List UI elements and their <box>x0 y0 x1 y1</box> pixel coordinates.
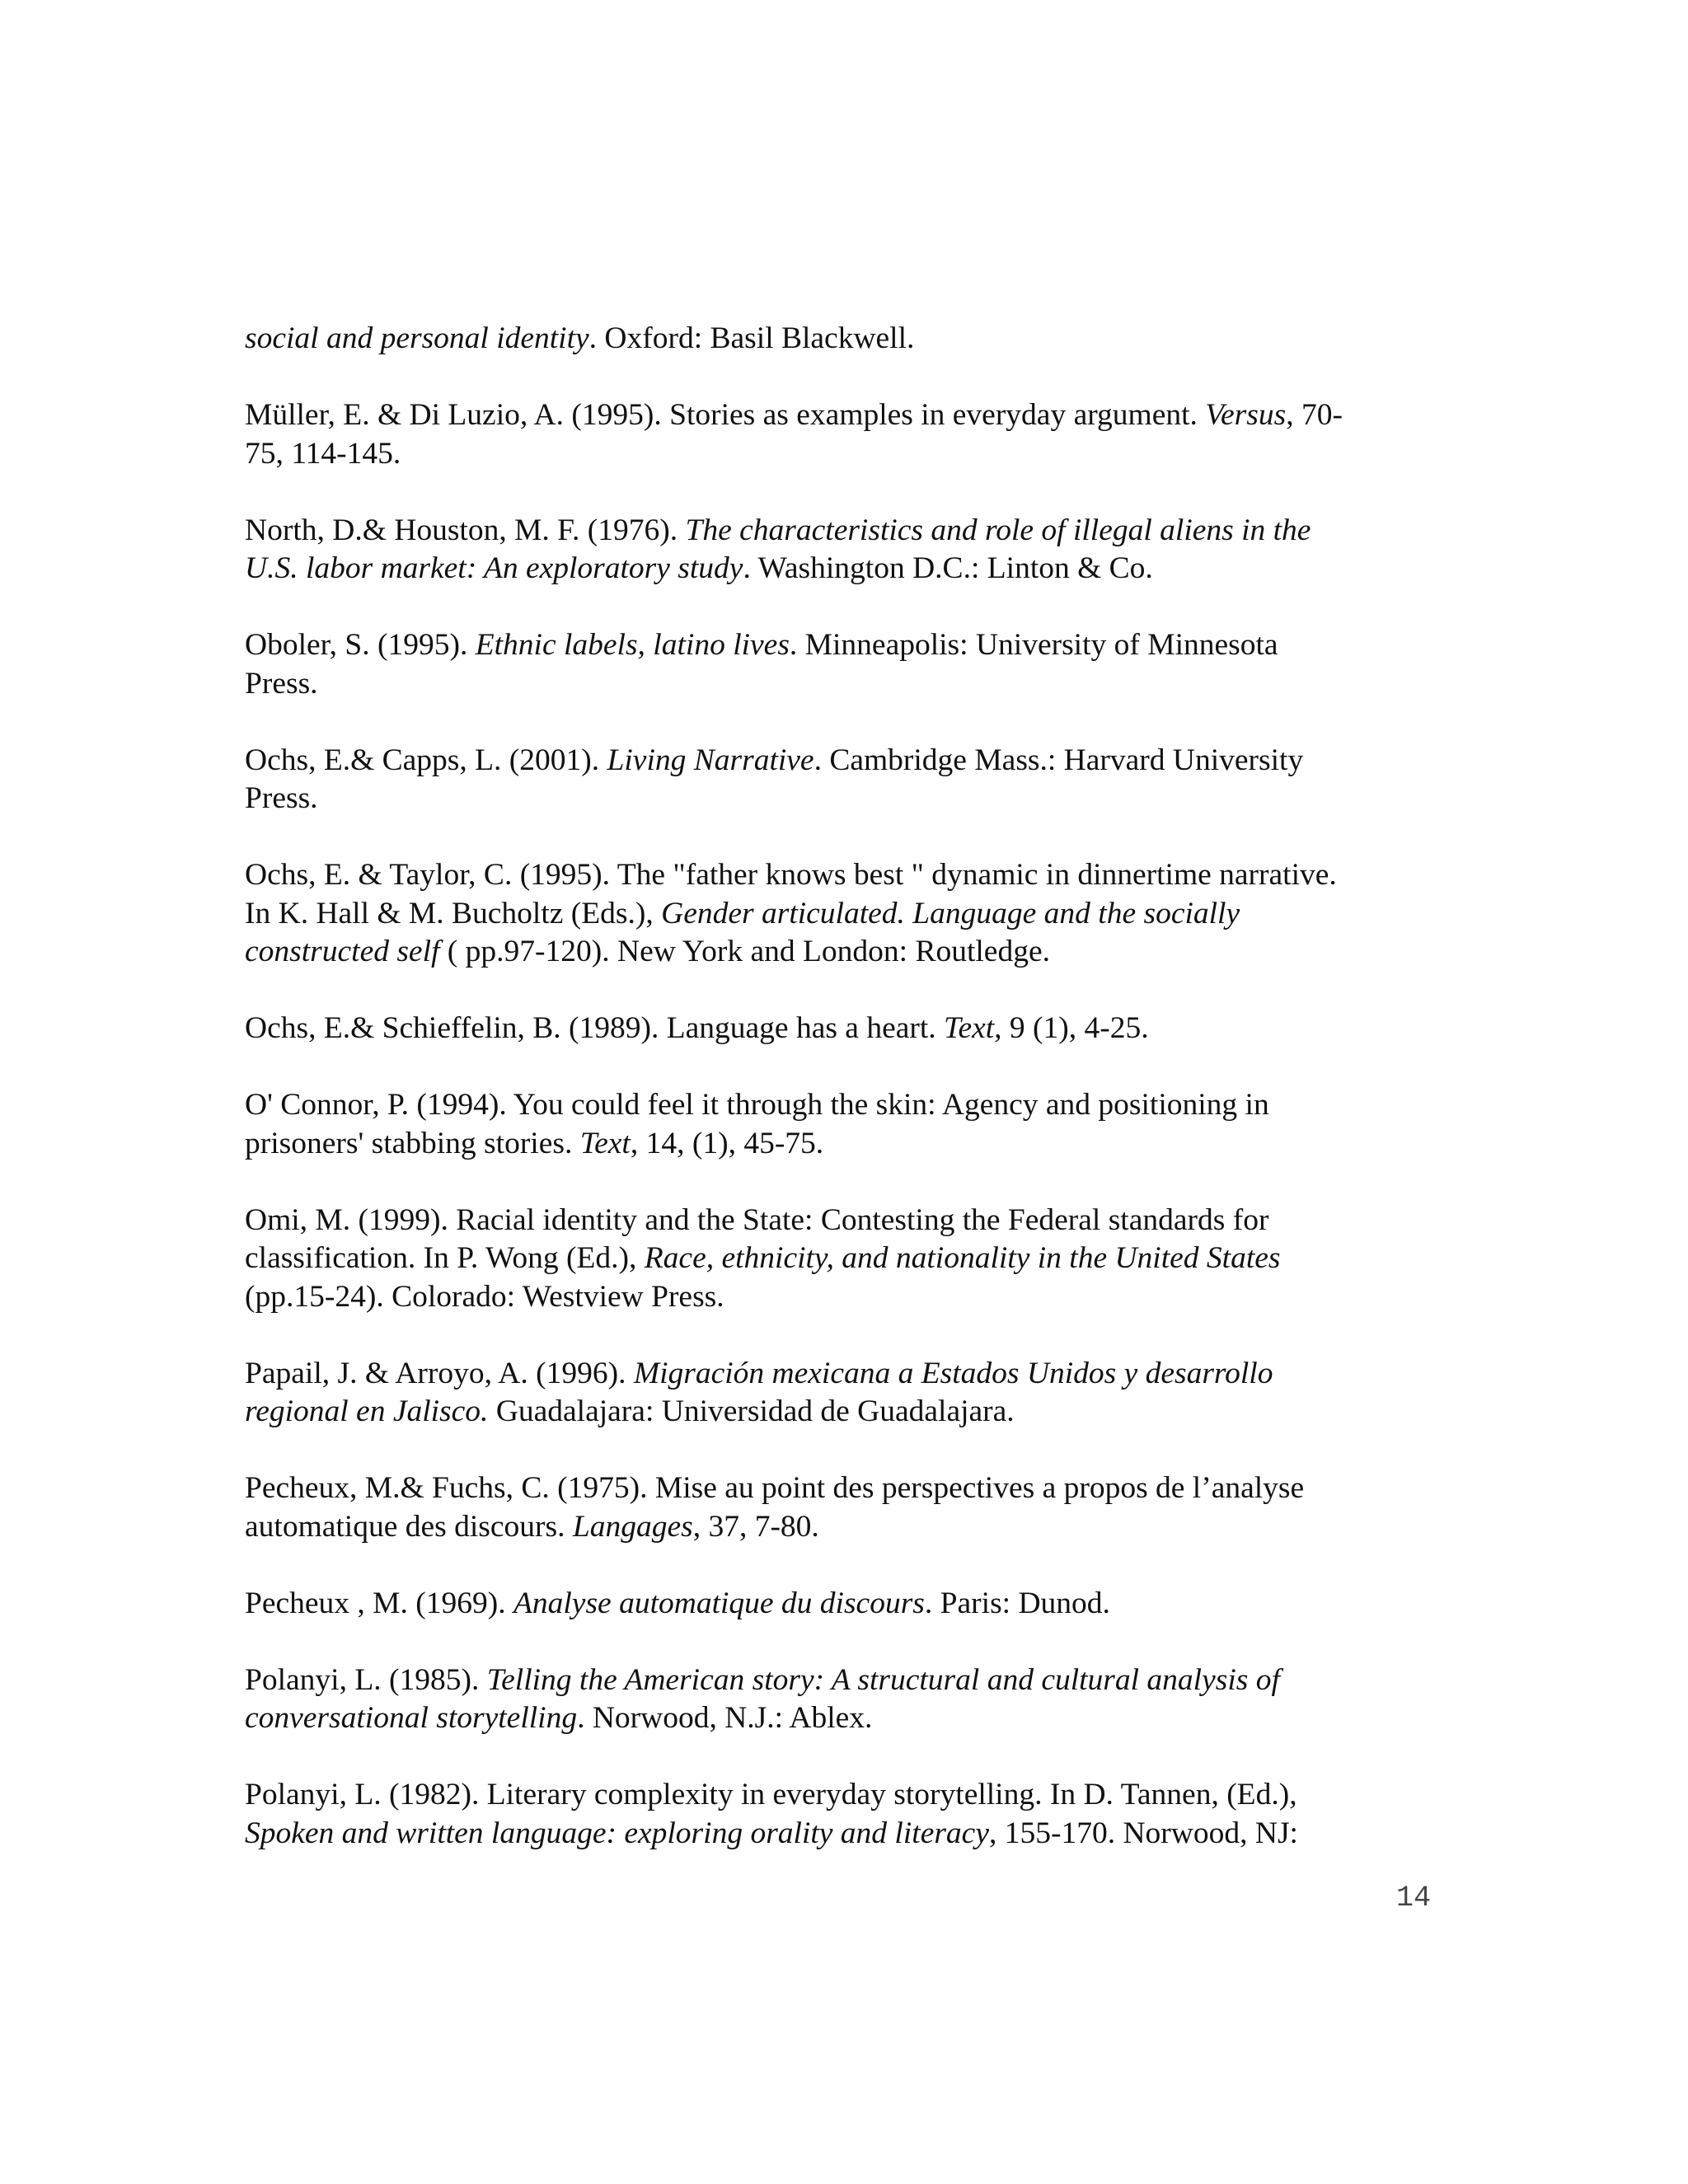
reference-text: prisoners' stabbing stories. <box>245 1126 580 1160</box>
reference-entry <box>245 1086 1440 1163</box>
reference-title-text: Text, <box>944 1011 1002 1045</box>
reference-text: automatique des discours. <box>245 1509 573 1544</box>
reference-text: Ochs, E.& Schieffelin, B. (1989). Language has a heart. <box>245 1011 945 1045</box>
reference-list <box>245 320 1440 1891</box>
reference-title-text: Langages <box>572 1509 693 1544</box>
reference-title-text: regional en Jalisco. <box>245 1394 489 1428</box>
reference-text: Oboler, S. (1995). <box>245 628 476 662</box>
page-number: 14 <box>1395 1882 1431 1915</box>
reference-text: , 37, 7-80. <box>692 1509 819 1544</box>
reference-text: . Norwood, N.J.: Ablex. <box>577 1701 873 1735</box>
reference-title-text: Gender articulated. Language and the socially <box>661 896 1240 930</box>
reference-text: O' Connor, P. (1994). You could feel it through the skin: Agency and positioning in <box>245 1088 1269 1122</box>
reference-text: Ochs, E. & Taylor, C. (1995). The "father knows best " dynamic in dinnertime narrative. <box>245 858 1337 892</box>
reference-title-text: Race, ethnicity, and nationality in the United States <box>644 1241 1281 1275</box>
reference-entry <box>245 1661 1440 1738</box>
reference-text: , 14, (1), 45-75. <box>630 1126 824 1160</box>
reference-text: Ochs, E.& Capps, L. (2001). <box>245 743 607 777</box>
reference-text: North, D.& Houston, M. F. (1976). <box>245 513 686 547</box>
reference-title-text: Versus <box>1205 398 1287 432</box>
reference-text: (pp.15-24). Colorado: Westview Press. <box>245 1279 724 1314</box>
reference-title-text: social and personal identity <box>245 321 589 355</box>
reference-title-text: U.S. labor market: An exploratory study <box>245 551 743 585</box>
reference-entry <box>245 1202 1440 1317</box>
reference-entry <box>245 1585 1440 1624</box>
reference-text: 9 (1), 4-25. <box>1001 1011 1149 1045</box>
reference-title-text: Telling the American story: A structural and cultural analysis of <box>486 1662 1280 1697</box>
reference-text: Müller, E. & Di Luzio, A. (1995). Stories as examples in everyday argument. <box>245 398 1206 432</box>
reference-entry <box>245 1355 1440 1432</box>
reference-text: Polanyi, L. (1982). Literary complexity in everyday storytelling. In D. Tannen, (Ed.), <box>245 1778 1297 1811</box>
reference-title-text: Spoken and written language: exploring orality and literacy <box>245 1816 989 1850</box>
reference-text: , 155-170. Norwood, NJ: <box>988 1816 1298 1850</box>
reference-text: Press. <box>245 666 318 701</box>
reference-title-text: Migración mexicana a Estados Unidos y desarrollo <box>633 1356 1273 1390</box>
reference-text: Papail, J. & Arroyo, A. (1996). <box>245 1356 634 1390</box>
reference-text: Polanyi, L. (1985). <box>245 1662 487 1697</box>
reference-text: classification. In P. Wong (Ed.), <box>245 1241 645 1275</box>
reference-title-text: Living Narrative <box>607 743 814 777</box>
reference-text: . Minneapolis: University of Minnesota <box>789 628 1278 662</box>
reference-entry <box>245 856 1440 972</box>
reference-entry <box>245 1010 1440 1048</box>
reference-text: Press. <box>245 781 318 815</box>
reference-title-text: Analyse automatique du discours <box>513 1586 925 1620</box>
reference-title-text: The characteristics and role of illegal aliens in the <box>685 513 1311 547</box>
reference-entry <box>245 512 1440 588</box>
reference-text: Pecheux , M. (1969). <box>245 1586 513 1620</box>
reference-text: , 70- <box>1286 398 1343 432</box>
reference-text: . Cambridge Mass.: Harvard University <box>814 743 1304 777</box>
reference-text: Guadalajara: Universidad de Guadalajara. <box>488 1394 1015 1428</box>
reference-entry <box>245 742 1440 818</box>
reference-entry <box>245 1776 1440 1853</box>
reference-text: In K. Hall & M. Bucholtz (Eds.), <box>245 896 662 930</box>
reference-title-text: Ethnic labels, latino lives <box>475 628 790 662</box>
reference-entry <box>245 626 1440 703</box>
reference-text: Pecheux, M.& Fuchs, C. (1975). Mise au point des perspectives a propos de l’analyse <box>245 1471 1305 1505</box>
reference-entry <box>245 1469 1440 1546</box>
reference-title-text: conversational storytelling <box>245 1701 578 1735</box>
reference-entry <box>245 320 1440 359</box>
reference-entry <box>245 396 1440 473</box>
reference-text: . Paris: Dunod. <box>924 1586 1110 1620</box>
reference-text: . Oxford: Basil Blackwell. <box>588 321 915 355</box>
reference-text: . Washington D.C.: Linton & Co. <box>743 551 1153 585</box>
reference-title-text: constructed self <box>245 935 440 968</box>
reference-text: Omi, M. (1999). Racial identity and the State: Contesting the Federal standards for <box>245 1202 1269 1237</box>
reference-text: 75, 114-145. <box>245 436 401 471</box>
reference-title-text: Text <box>579 1126 631 1160</box>
reference-text: ( pp.97-120). New York and London: Routledge. <box>439 935 1050 968</box>
